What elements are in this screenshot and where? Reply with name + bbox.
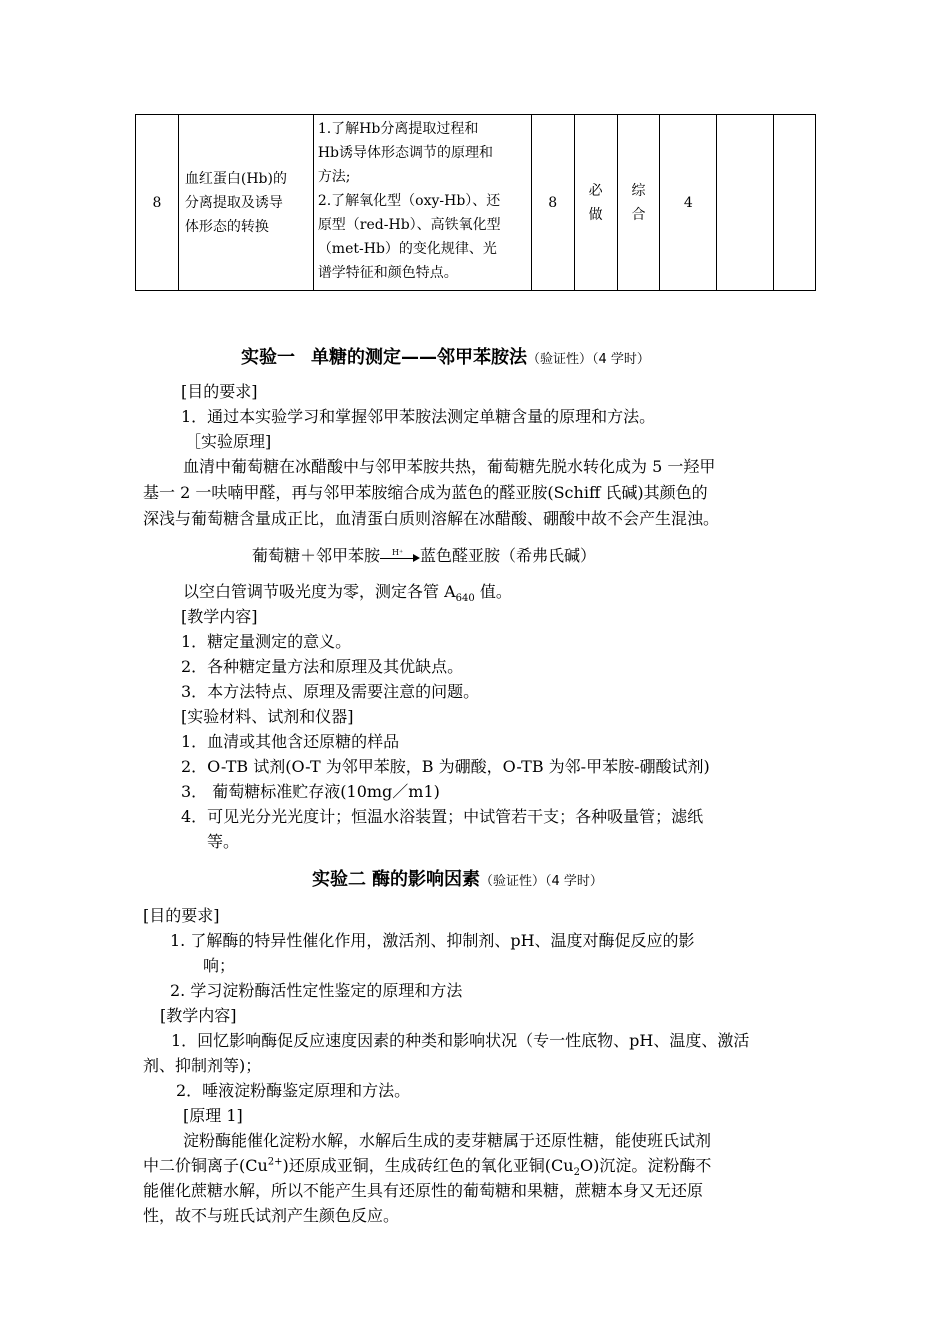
exp1-materials-item: 2．O-TB 试剂(O-T 为邻甲苯胺，B 为硼酸，O-TB 为邻-甲苯胺-硼酸试剂) — [181, 757, 710, 776]
principle-text: )还原成亚铜，生成砖红色的氧化亚铜(Cu — [282, 1156, 574, 1175]
course-table — [135, 114, 816, 291]
cell-goals — [313, 115, 531, 291]
exp1-goal-1: 1．通过本实验学习和掌握邻甲苯胺法测定单糖含量的原理和方法。 — [181, 407, 656, 426]
reaction-reactants: 葡萄糖＋邻甲苯胺 — [252, 546, 381, 565]
exp1-title-note: （验证性）（4 学时） — [527, 352, 650, 367]
cell-group-size: 4 — [660, 115, 717, 291]
reaction-arrow-icon — [380, 547, 420, 564]
exp2-content-item: 1．回忆影响酶促反应速度因素的种类和影响状况（专一性底物、pH、温度、激活 — [171, 1031, 750, 1050]
table-row — [136, 115, 816, 291]
cell-required — [574, 115, 617, 291]
exp1-principle-line: 血清中葡萄糖在冰醋酸中与邻甲苯胺共热，葡萄糖先脱水转化成为 5 一羟甲 — [183, 457, 716, 476]
subscript: 2 — [573, 1167, 580, 1179]
principle-text: 中二价铜离子(Cu — [143, 1156, 268, 1175]
cell-hours: 8 — [531, 115, 574, 291]
exp1-materials-item-cont: 等。 — [207, 832, 240, 851]
cell-number: 8 — [136, 115, 179, 291]
exp1-materials-heading: [实验材料、试剂和仪器] — [181, 707, 354, 726]
name-line: 体形态的转换 — [184, 218, 269, 235]
exp1-content-item: 1．糖定量测定的意义。 — [181, 632, 352, 651]
exp1-materials-item: 3． 葡萄糖标准贮存液(10mg／m1) — [181, 782, 440, 801]
exp2-title-main: 酶的影响因素 — [372, 869, 480, 890]
reaction-catalyst: H⁺ — [392, 547, 404, 557]
name-line: 血红蛋白(Hb)的 — [184, 170, 287, 187]
exp1-goal-heading: [目的要求] — [181, 382, 258, 401]
required-char: 必 — [588, 182, 603, 199]
goal-line: Hb诱导体形态调节的原理和 — [317, 145, 493, 161]
exp1-title — [241, 343, 650, 369]
cell-type — [617, 115, 660, 291]
exp2-title-number: 实验二 — [312, 869, 366, 890]
required-char: 做 — [588, 206, 603, 223]
exp1-title-main: 单糖的测定——邻甲苯胺法 — [311, 347, 527, 368]
exp1-content-item: 2．各种糖定量方法和原理及其优缺点。 — [181, 657, 464, 676]
cell-experiment-name — [178, 115, 313, 291]
exp2-principle-line: 淀粉酶能催化淀粉水解，水解后生成的麦芽糖属于还原性糖，能使班氏试剂 — [183, 1131, 712, 1150]
goal-line: 原型（red-Hb）、高铁氧化型 — [317, 217, 501, 233]
cell-empty — [717, 115, 774, 291]
type-char: 综 — [631, 182, 646, 199]
superscript: 2+ — [267, 1156, 283, 1168]
type-char: 合 — [631, 206, 646, 223]
exp1-title-number: 实验一 — [241, 347, 295, 368]
exp2-principle-heading: [原理 1] — [183, 1106, 243, 1125]
blank-text-end: 值。 — [474, 582, 512, 601]
principle-text: O)沉淀。淀粉酶不 — [579, 1156, 712, 1175]
reaction-product: 蓝色醛亚胺（希弗氏碱） — [420, 546, 597, 565]
goal-line: 谱学特征和颜色特点。 — [317, 265, 458, 281]
exp1-principle-line: 基一 2 一呋喃甲醛，再与邻甲苯胺缩合成为蓝色的醛亚胺(Schiff 氏碱)其颜色的 — [143, 483, 708, 502]
exp2-goal-heading: [目的要求] — [143, 906, 220, 925]
exp1-reaction — [252, 545, 596, 567]
goal-line: 2.了解氧化型（oxy-Hb）、还 — [317, 193, 501, 209]
goal-line: 方法; — [317, 169, 351, 185]
exp1-principle-heading: ［实验原理] — [185, 432, 272, 451]
exp2-principle-line: 性，故不与班氏试剂产生颜色反应。 — [143, 1206, 400, 1225]
exp2-goal-item: 1. 了解酶的特异性催化作用，激活剂、抑制剂、pH、温度对酶促反应的影 — [170, 931, 695, 950]
exp2-content-item-cont: 剂、抑制剂等)； — [143, 1056, 262, 1075]
goal-line: （met-Hb）的变化规律、光 — [317, 241, 497, 257]
exp1-blank-line — [183, 581, 512, 603]
name-line: 分离提取及诱导 — [184, 194, 283, 211]
exp2-principle-line — [143, 1155, 711, 1177]
exp2-principle-line: 能催化蔗糖水解，所以不能产生具有还原性的葡萄糖和果糖，蔗糖本身又无还原 — [143, 1181, 704, 1200]
exp1-materials-item: 1．血清或其他含还原糖的样品 — [181, 732, 400, 751]
exp1-principle-line: 深浅与葡萄糖含量成正比，血清蛋白质则溶解在冰醋酸、硼酸中故不会产生混浊。 — [143, 509, 720, 528]
exp2-title — [312, 865, 603, 891]
exp1-content-item: 3．本方法特点、原理及需要注意的问题。 — [181, 682, 480, 701]
goal-line: 1.了解Hb分离提取过程和 — [317, 121, 479, 137]
blank-subscript: 640 — [455, 593, 475, 605]
exp1-content-heading: [教学内容] — [181, 607, 258, 626]
exp2-goal-item-cont: 响； — [203, 956, 236, 975]
exp2-title-note: （验证性）（4 学时） — [480, 874, 603, 889]
cell-empty — [774, 115, 816, 291]
exp2-goal-item: 2. 学习淀粉酶活性定性鉴定的原理和方法 — [170, 981, 463, 1000]
blank-text: 以空白管调节吸光度为零，测定各管 A — [183, 582, 456, 601]
exp2-content-heading: [教学内容] — [160, 1006, 237, 1025]
exp1-materials-item: 4．可见光分光光度计；恒温水浴装置；中试管若干支；各种吸量管；滤纸 — [181, 807, 704, 826]
exp2-content-item: 2．唾液淀粉酶鉴定原理和方法。 — [176, 1081, 411, 1100]
